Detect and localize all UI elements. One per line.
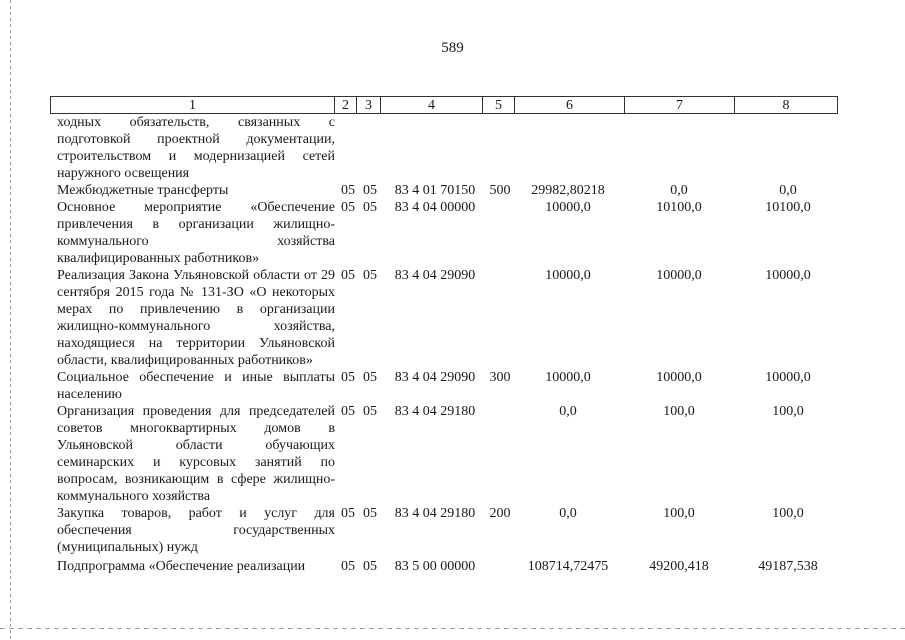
row-amount-year-2: 10000,0 (656, 268, 702, 283)
row-target-code: 83 4 04 29090 (394, 370, 476, 385)
row-amount-year-1: 10000,0 (545, 370, 591, 385)
row-name: Подпрограмма «Обеспечение реализации (57, 559, 306, 574)
row-amount-year-1: 10000,0 (545, 268, 591, 283)
row-section: 05 (341, 200, 355, 215)
row-amount-year-2: 100,0 (663, 506, 695, 521)
header-col-7: 7 (625, 97, 735, 113)
table-row (50, 505, 838, 556)
row-amount-year-2: 10100,0 (656, 200, 702, 215)
row-expense-type: 500 (489, 183, 511, 198)
row-amount-year-3: 100,0 (772, 506, 804, 521)
row-amount-year-1: 108714,72475 (527, 559, 609, 574)
header-col-6: 6 (515, 97, 625, 113)
budget-table (50, 96, 838, 575)
row-subsection: 05 (363, 183, 377, 198)
row-subsection: 05 (363, 559, 377, 574)
row-subsection: 05 (363, 506, 377, 521)
row-name: Организация проведения для председателей советов многоквартирных домов в Ульяновской области обучающих семинарских и курсовых занятий по вопросам, возникающим в сфере жилищно-коммунального хозяйства (57, 404, 335, 504)
row-amount-year-1: 10000,0 (545, 200, 591, 215)
header-col-5: 5 (483, 97, 515, 113)
row-name: ходных обязательств, связанных с подготовкой проектной документации, строительством и модернизацией сетей наружного освещения (57, 115, 335, 181)
table-row (50, 403, 838, 505)
row-subsection: 05 (363, 200, 377, 215)
row-amount-year-3: 10000,0 (765, 268, 811, 283)
table-header-row (50, 96, 838, 114)
row-amount-year-3: 100,0 (772, 404, 804, 419)
row-amount-year-1: 0,0 (559, 404, 577, 419)
row-target-code: 83 4 04 29180 (394, 404, 476, 419)
table-row (50, 558, 838, 575)
row-amount-year-3: 0,0 (779, 183, 797, 198)
table-row (50, 182, 838, 199)
row-target-code: 83 4 04 00000 (394, 200, 476, 215)
row-section: 05 (341, 404, 355, 419)
table-row (50, 267, 838, 369)
row-expense-type: 300 (489, 370, 511, 385)
row-name: Закупка товаров, работ и услуг для обеспечения государственных (муниципальных) нужд (57, 506, 335, 555)
row-target-code: 83 4 04 29180 (394, 506, 476, 521)
bottom-dashed-rule (0, 628, 905, 629)
table-row (50, 114, 838, 182)
row-section: 05 (341, 268, 355, 283)
row-amount-year-3: 10000,0 (765, 370, 811, 385)
row-section: 05 (341, 183, 355, 198)
row-section: 05 (341, 506, 355, 521)
row-amount-year-2: 0,0 (670, 183, 688, 198)
row-section: 05 (341, 559, 355, 574)
header-col-4: 4 (381, 97, 483, 113)
page-number: 589 (441, 40, 464, 56)
row-amount-year-2: 10000,0 (656, 370, 702, 385)
table-row (50, 199, 838, 267)
table-row (50, 369, 838, 403)
row-name: Реализация Закона Ульяновской области от 29 сентября 2015 года № 131-ЗО «О некоторых мерах по привлечению в организации жилищно-коммунального хозяйства, находящиеся на территории Ульяновской области, квалифицированных работников» (57, 268, 335, 368)
row-subsection: 05 (363, 404, 377, 419)
row-expense-type: 200 (489, 506, 511, 521)
row-amount-year-3: 10100,0 (765, 200, 811, 215)
table-body (50, 114, 838, 575)
row-subsection: 05 (363, 268, 377, 283)
header-col-1: 1 (51, 97, 335, 113)
header-col-8: 8 (782, 98, 790, 113)
row-amount-year-2: 49200,418 (649, 559, 709, 574)
row-target-code: 83 4 04 29090 (394, 268, 476, 283)
row-name: Основное мероприятие «Обеспечение привлечения в организации жилищно-коммунального хозяйства квалифицированных работников» (57, 200, 335, 266)
row-amount-year-1: 29982,80218 (531, 183, 605, 198)
row-name: Социальное обеспечение и иные выплаты населению (57, 370, 335, 402)
row-target-code: 83 4 01 70150 (394, 183, 476, 198)
left-margin-dotted-rule (10, 0, 11, 640)
header-col-2: 2 (335, 97, 357, 113)
row-amount-year-2: 100,0 (663, 404, 695, 419)
row-amount-year-3: 49187,538 (758, 559, 818, 574)
header-col-3: 3 (357, 97, 381, 113)
row-section: 05 (341, 370, 355, 385)
row-target-code: 83 5 00 00000 (394, 559, 476, 574)
row-name: Межбюджетные трансферты (57, 183, 229, 198)
row-subsection: 05 (363, 370, 377, 385)
row-amount-year-1: 0,0 (559, 506, 577, 521)
